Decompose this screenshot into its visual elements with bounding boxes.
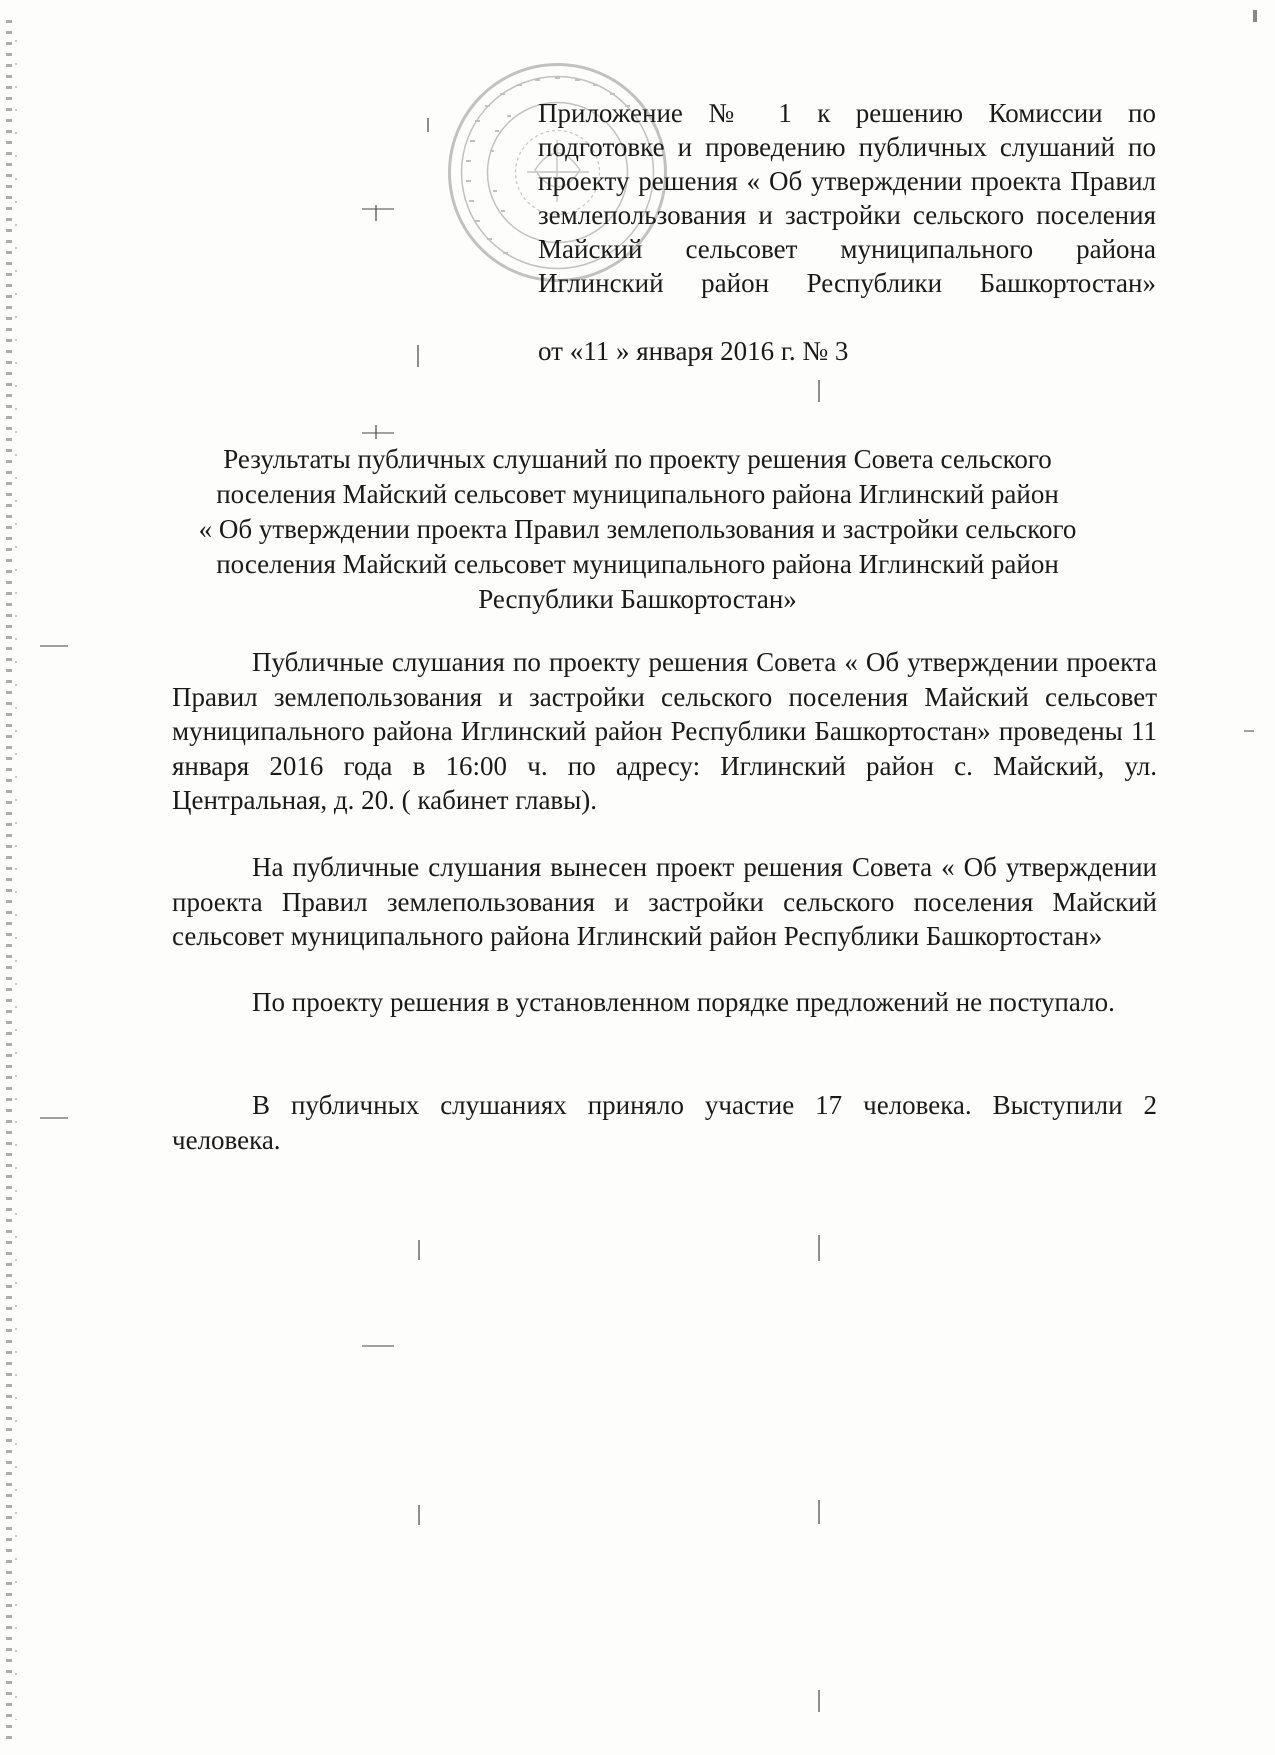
paragraph-hearing-held: Публичные слушания по проекту решения Совета « Об утверждении проекта Правил землепользования и застройки сельского поселения Майский сельсовет муниципального района Иглинский район Республики Башкортостан» проведены 11 января 2016 года в 16:00 ч. по адресу: Иглинский район с. Майский, ул. Центральная, д. 20. ( кабинет главы).	[172, 647, 1157, 815]
scan-dash	[40, 1117, 68, 1119]
scan-dash	[40, 645, 68, 647]
scan-edge-artifact-secondary	[15, 40, 17, 1720]
scan-tick	[417, 345, 419, 367]
scan-tick	[427, 118, 429, 132]
document-title	[150, 442, 1125, 617]
title-line-4: поселения Майский сельсовет муниципального района Иглинский район	[216, 549, 1059, 579]
scan-tick	[818, 1690, 820, 1712]
scan-tick	[418, 1505, 420, 1525]
paragraph-participants: В публичных слушаниях приняло участие 17 человека. Выступили 2 человека.	[172, 1090, 1157, 1155]
title-line-5: Республики Башкортостан»	[478, 584, 797, 614]
scan-tick	[818, 1235, 820, 1261]
scan-tick	[818, 1500, 820, 1524]
title-line-2: поселения Майский сельсовет муниципального района Иглинский район	[216, 479, 1059, 509]
title-line-3: « Об утверждении проекта Правил землепользования и застройки сельского	[198, 514, 1077, 544]
scan-edge-artifact	[6, 20, 12, 1740]
appendix-header	[538, 96, 1156, 300]
scan-dash	[362, 208, 394, 210]
scan-dash	[362, 1345, 394, 1347]
scan-dash	[362, 432, 394, 434]
title-line-1: Результаты публичных слушаний по проекту решения Совета сельского	[223, 444, 1052, 474]
scan-tick	[818, 380, 820, 402]
appendix-date: от «11 » января 2016 г. № 3	[538, 336, 849, 366]
scan-tick	[418, 1240, 420, 1260]
scan-dash	[1244, 730, 1254, 732]
paragraph-no-proposals: По проекту решения в установленном порядке предложений не поступало.	[252, 987, 1115, 1017]
appendix-text: Приложение № 1 к решению Комиссии по подготовке и проведению публичных слушаний по проекту решения « Об утверждении проекта Правил землепользования и застройки сельского поселения Майский сельсовет муниципального района Иглинский район Республики Башкортостан»	[538, 98, 1156, 298]
scan-corner-mark	[1253, 10, 1257, 22]
paragraph-draft-submitted: На публичные слушания вынесен проект решения Совета « Об утверждении проекта Правил землепользования и застройки сельского поселения Майский сельсовет муниципального района Иглинский район Республики Башкортостан»	[172, 852, 1157, 951]
